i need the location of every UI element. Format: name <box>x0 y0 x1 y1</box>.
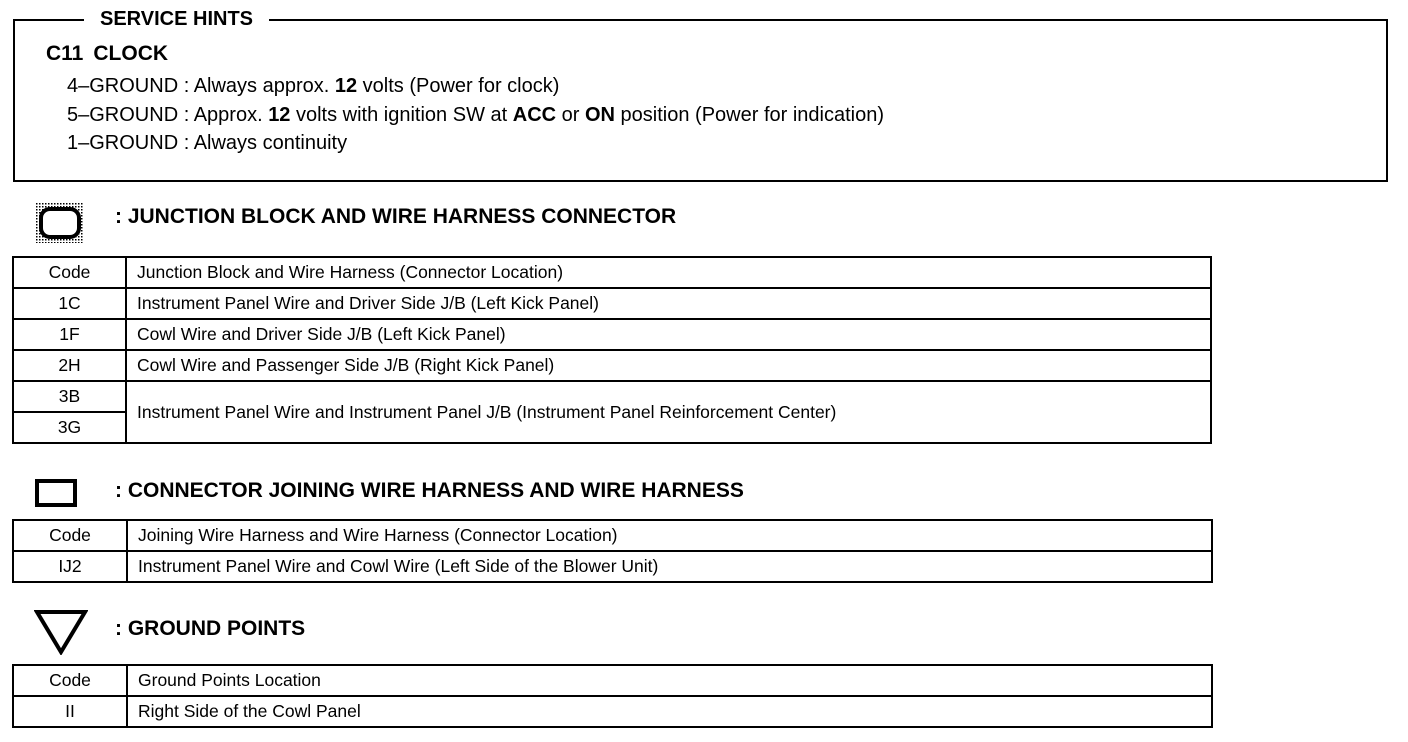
location-cell: Instrument Panel Wire and Cowl Wire (Left Side of the Blower Unit) <box>127 551 1212 582</box>
hint-voltage: 12 <box>268 104 291 126</box>
table-header-row <box>13 520 1212 551</box>
hint-voltage: 12 <box>334 75 358 97</box>
code-cell: 1F <box>13 319 126 350</box>
code-cell: IJ2 <box>13 551 127 582</box>
hint-line <box>67 102 884 128</box>
hint-switch-acc: ACC <box>512 104 557 126</box>
column-header-code: Code <box>13 257 126 288</box>
hint-text: volts with ignition SW at <box>290 104 513 126</box>
ground-points-title: : GROUND POINTS <box>115 617 306 640</box>
table-header-row <box>13 665 1212 696</box>
service-hints-box <box>13 19 1388 182</box>
hint-text: Always approx. <box>189 75 335 97</box>
hint-terminal: 5–GROUND : <box>67 104 190 126</box>
table-row <box>13 350 1211 381</box>
location-cell: Instrument Panel Wire and Driver Side J/B (Left Kick Panel) <box>126 288 1211 319</box>
location-cell: Cowl Wire and Passenger Side J/B (Right Kick Panel) <box>126 350 1211 381</box>
service-hints-title: SERVICE HINTS <box>84 6 269 32</box>
hint-text: volts (Power for clock) <box>357 75 560 97</box>
column-header-code: Code <box>13 665 127 696</box>
table-row <box>13 381 1211 412</box>
code-cell: 3G <box>13 412 126 443</box>
hint-text: or <box>556 104 585 126</box>
location-cell: Instrument Panel Wire and Instrument Panel J/B (Instrument Panel Reinforcement Center) <box>126 381 1211 443</box>
column-header-location: Junction Block and Wire Harness (Connector Location) <box>126 257 1211 288</box>
connector-symbol-icon <box>35 479 77 507</box>
junction-block-table <box>12 256 1212 444</box>
connector-joining-table <box>12 519 1213 583</box>
column-header-location: Joining Wire Harness and Wire Harness (Connector Location) <box>127 520 1212 551</box>
hint-switch-on: ON <box>585 104 615 126</box>
connector-joining-title: : CONNECTOR JOINING WIRE HARNESS AND WIRE HARNESS <box>115 479 744 502</box>
connector-heading <box>46 41 168 67</box>
hint-line <box>67 130 347 156</box>
connector-code: C11 <box>46 42 84 65</box>
hint-terminal: 1–GROUND : <box>67 132 190 154</box>
hint-line <box>67 73 559 99</box>
hint-terminal: 4–GROUND : <box>67 75 190 97</box>
table-row <box>13 288 1211 319</box>
hint-text: Always continuity <box>189 132 348 154</box>
table-row <box>13 551 1212 582</box>
ground-points-table <box>12 664 1213 728</box>
table-row <box>13 319 1211 350</box>
ground-triangle-icon <box>34 609 88 655</box>
table-header-row <box>13 257 1211 288</box>
hint-text: position (Power for indication) <box>615 104 885 126</box>
table-row <box>13 696 1212 727</box>
column-header-code: Code <box>13 520 127 551</box>
code-cell: 3B <box>13 381 126 412</box>
code-cell: II <box>13 696 127 727</box>
column-header-location: Ground Points Location <box>127 665 1212 696</box>
location-cell: Cowl Wire and Driver Side J/B (Left Kick Panel) <box>126 319 1211 350</box>
location-cell: Right Side of the Cowl Panel <box>127 696 1212 727</box>
code-cell: 2H <box>13 350 126 381</box>
code-cell: 1C <box>13 288 126 319</box>
junction-block-title: : JUNCTION BLOCK AND WIRE HARNESS CONNECTOR <box>115 205 677 228</box>
hint-text: Approx. <box>189 104 269 126</box>
connector-name: CLOCK <box>93 42 169 65</box>
junction-block-symbol-icon <box>36 203 84 243</box>
